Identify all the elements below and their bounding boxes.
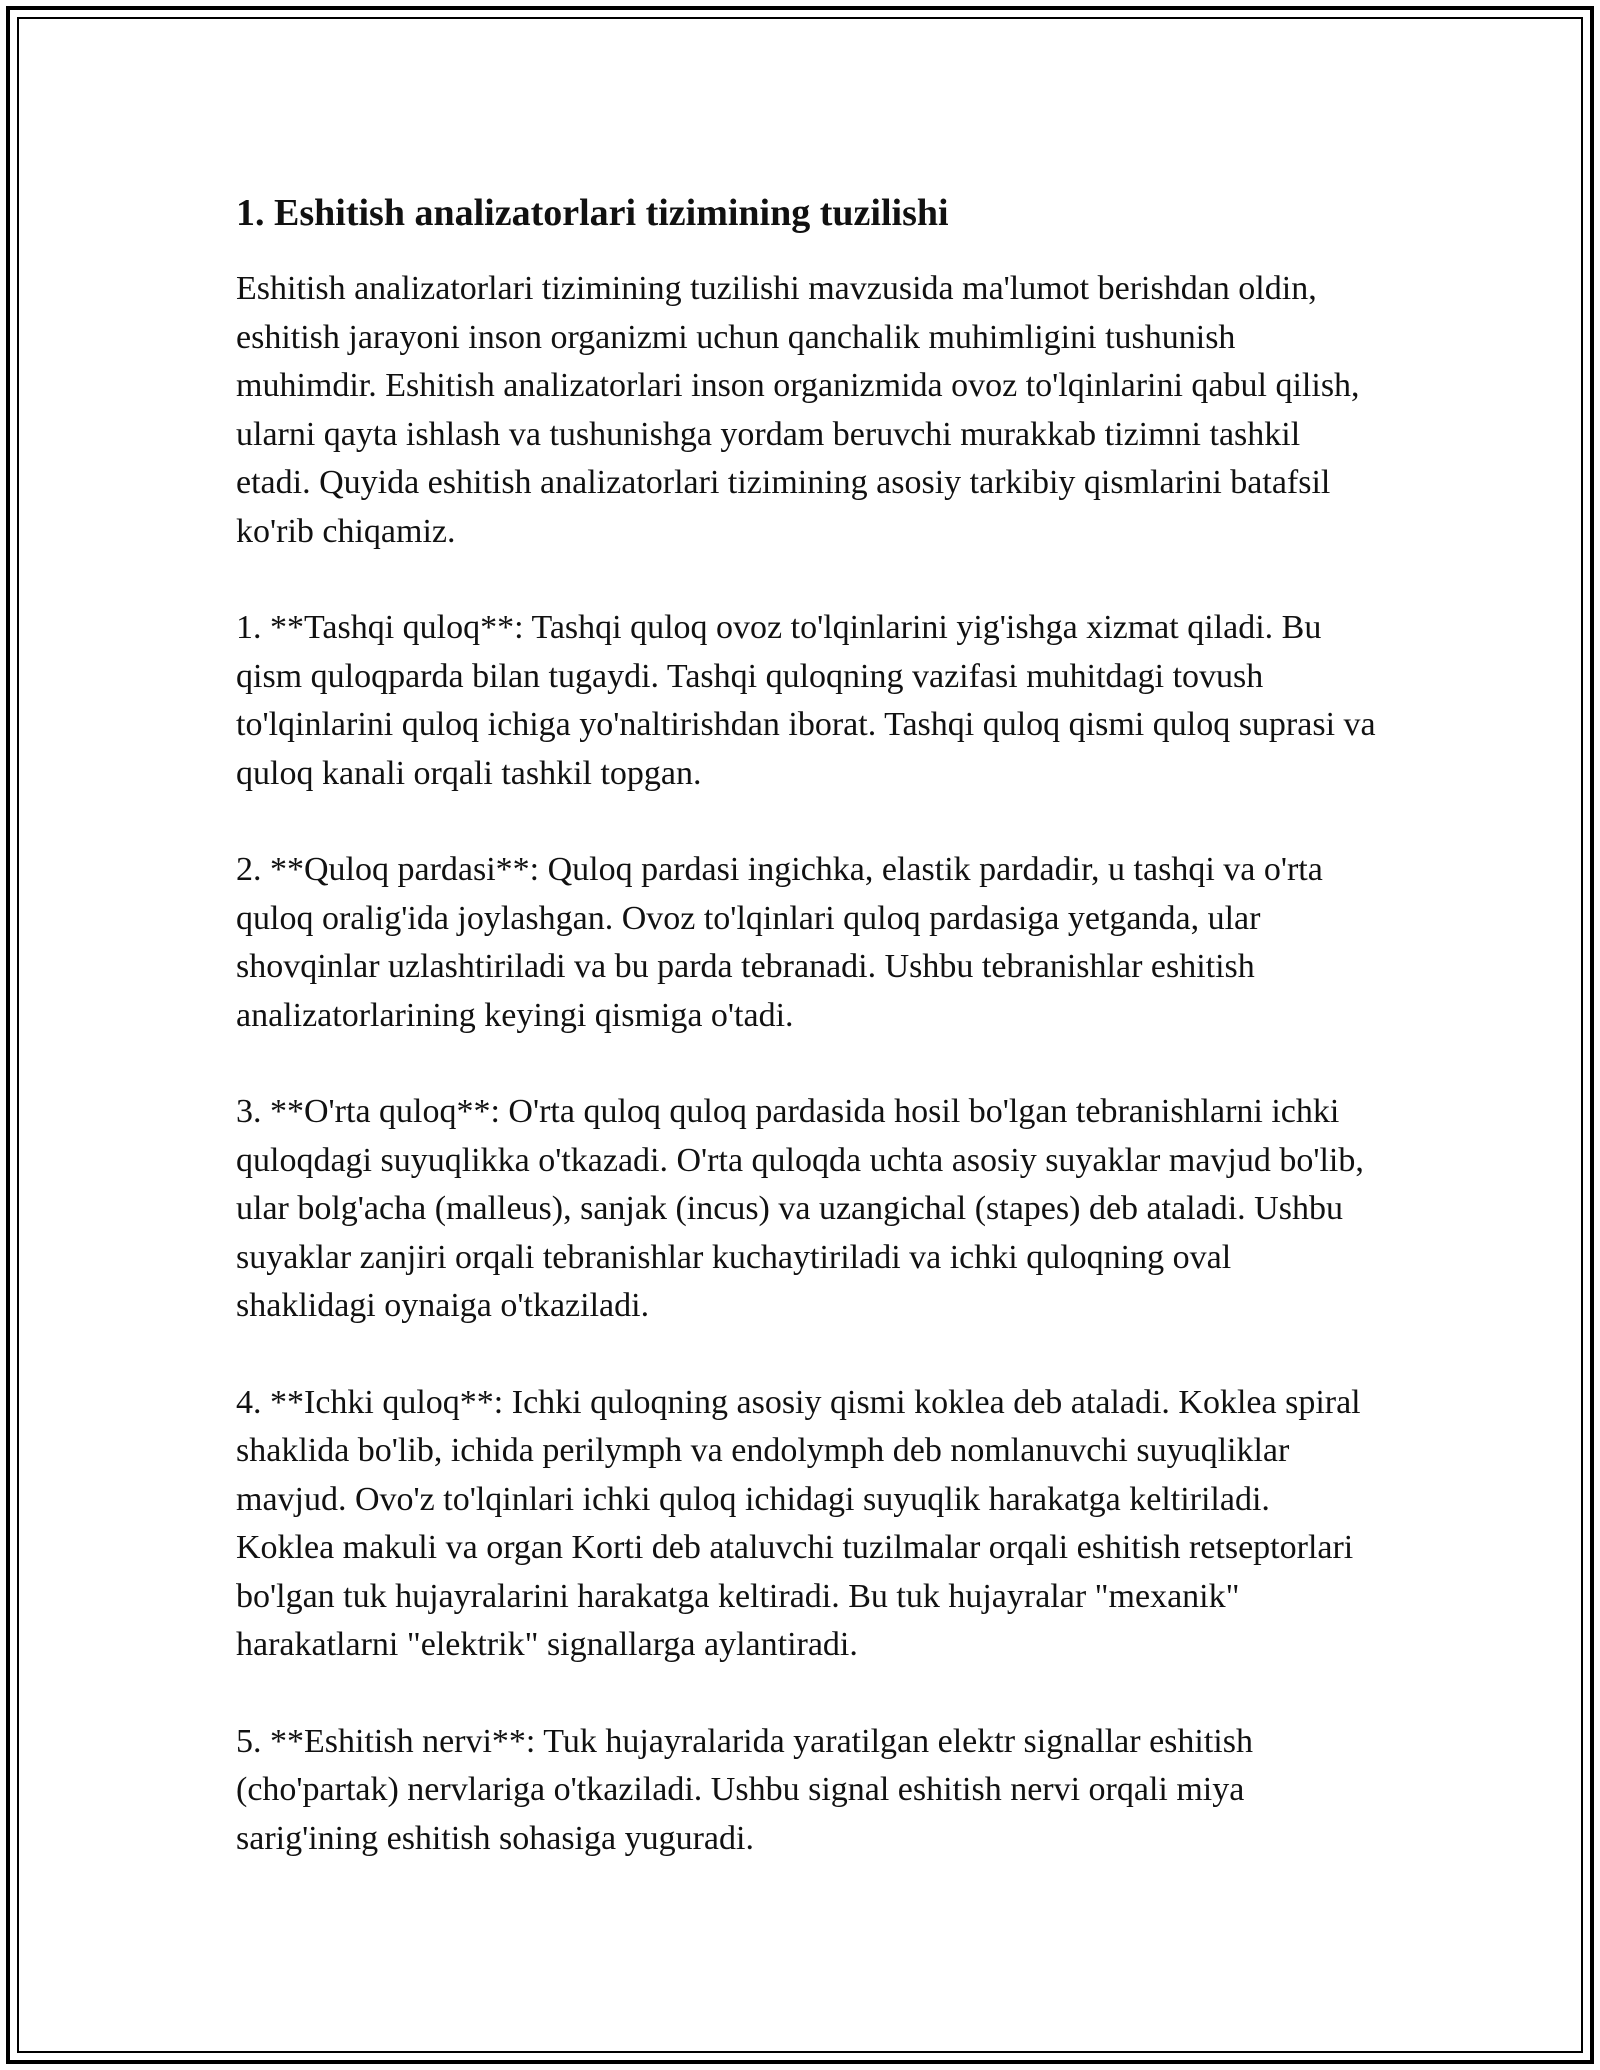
paragraph-outer-ear: 1. **Tashqi quloq**: Tashqi quloq ovoz to'lqinlarini yig'ishga xizmat qiladi. Bu qism quloqparda bilan tugaydi. Tashqi quloqning vazifasi muhitdagi tovush to'lqinlarini quloq ichiga yo'naltirishdan iborat. Tashqi quloq qismi quloq suprasi va quloq kanali orqali tashkil topgan. — [236, 609, 1376, 792]
paragraph-eardrum: 2. **Quloq pardasi**: Quloq pardasi ingichka, elastik pardadir, u tashqi va o'rta quloq oralig'ida joylashgan. Ovoz to'lqinlari quloq pardasiga yetganda, ular shovqinlar uzlashtiriladi va bu parda tebranadi. Ushbu tebranishlar eshitish analizatorlarining keyingi qismiga o'tadi. — [236, 851, 1323, 1034]
paragraph-inner-ear: 4. **Ichki quloq**: Ichki quloqning asosiy qismi koklea deb ataladi. Koklea spiral shaklida bo'lib, ichida perilymph va endolymph deb nomlanuvchi suyuqliklar mavjud. Ovo'z to'lqinlari ichki quloq ichidagi suyuqlik harakatga keltiriladi. Koklea makuli va organ Korti deb ataluvchi tuzilmalar orqali eshitish retseptorlari bo'lgan tuk hujayralarini harakatga keltiradi. Bu tuk hujayralar "mexanik" harakatlarni "elektrik" signallarga aylantiradi. — [236, 1383, 1361, 1663]
paragraph-middle-ear: 3. **O'rta quloq**: O'rta quloq quloq pardasida hosil bo'lgan tebranishlarni ichki quloqdagi suyuqlikka o'tkazadi. O'rta quloqda uchta asosiy suyaklar mavjud bo'lib, ular bolg'acha (malleus), sanjak (incus) va uzangichal (stapes) deb ataladi. Ushbu suyaklar zanjiri orqali tebranishlar kuchaytiriladi va ichki quloqning oval shaklidagi oynaiga o'tkaziladi. — [236, 1093, 1364, 1324]
document-body — [236, 183, 1376, 1911]
document-title: 1. Eshitish analizatorlari tizimining tuzilishi — [236, 192, 949, 234]
paragraph-intro: Eshitish analizatorlari tizimining tuzilishi mavzusida ma'lumot berishdan oldin, eshitish jarayoni inson organizmi uchun qanchalik muhimligini tushunish muhimdir. Eshitish analizatorlari inson organizmida ovoz to'lqinlarini qabul qilish, ularni qayta ishlash va tushunishga yordam beruvchi murakkab tizimni tashkil etadi. Quyida eshitish analizatorlari tizimining asosiy tarkibiy qismlarini batafsil ko'rib chiqamiz. — [236, 270, 1360, 550]
paragraph-auditory-nerve: 5. **Eshitish nervi**: Tuk hujayralarida yaratilgan elektr signallar eshitish (cho'partak) nervlariga o'tkaziladi. Ushbu signal eshitish nervi orqali miya sarig'ining eshitish sohasiga yuguradi. — [236, 1722, 1253, 1857]
